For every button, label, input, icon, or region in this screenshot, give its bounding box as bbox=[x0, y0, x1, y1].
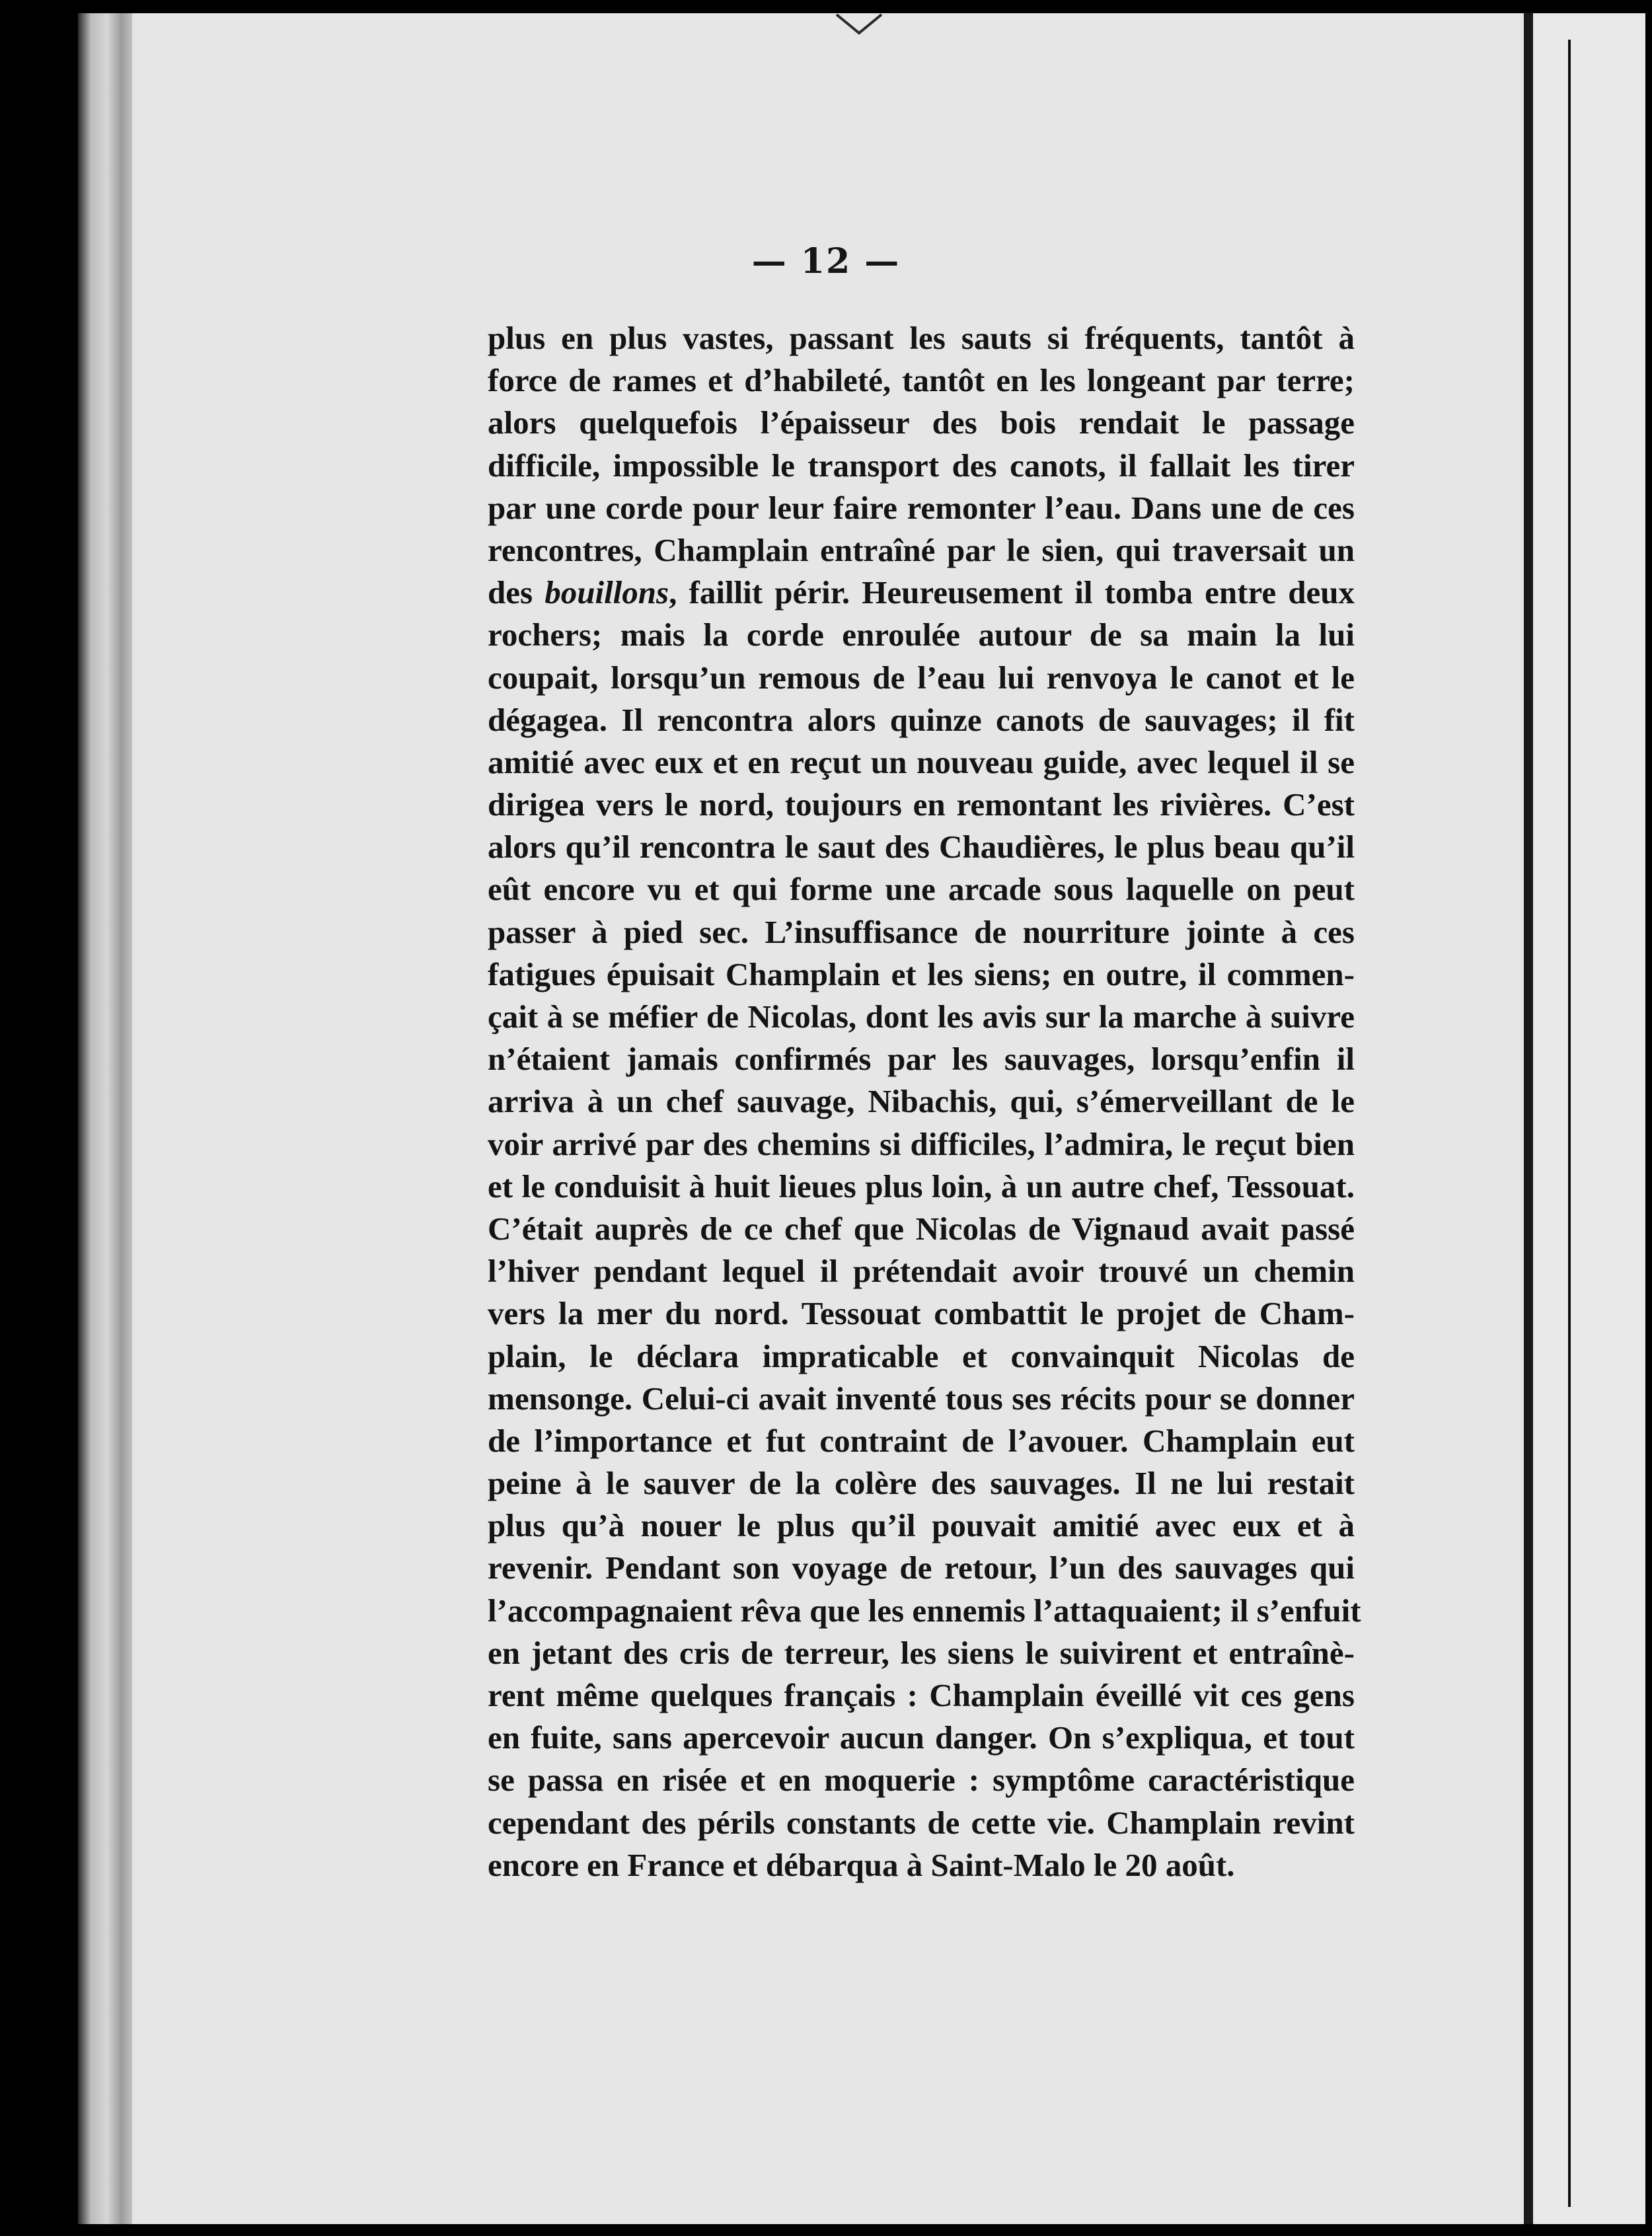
binding-notch-mark bbox=[833, 13, 885, 40]
text-line: alors qu’il rencontra le saut des Chaudières, le plus beau qu’il bbox=[488, 829, 1355, 866]
text-line: l’hiver pendant lequel il prétendait avoir trouvé un chemin bbox=[488, 1253, 1355, 1290]
text-line: rencontres, Champlain entraîné par le sien, qui traversait un bbox=[488, 531, 1355, 568]
text-line: cependant des périls constants de cette vie. Champlain revint bbox=[488, 1804, 1355, 1841]
text-line: passer à pied sec. L’insuffisance de nourriture jointe à ces bbox=[488, 913, 1355, 950]
text-line: des bouillons, faillit périr. Heureusement il tomba entre deux bbox=[488, 574, 1355, 611]
text-line: alors quelquefois l’épaisseur des bois rendait le passage bbox=[488, 404, 1355, 441]
text-line: dégagea. Il rencontra alors quinze canots de sauvages; il fit bbox=[488, 701, 1355, 738]
text-line: coupait, lorsqu’un remous de l’eau lui renvoya le canot et le bbox=[488, 659, 1355, 696]
text-line: fatigues épuisait Champlain et les siens; en outre, il commen- bbox=[488, 955, 1355, 992]
text-line: et le conduisit à huit lieues plus loin, à un autre chef, Tessouat. bbox=[488, 1168, 1355, 1205]
text-line: çait à se méfier de Nicolas, dont les avis sur la marche à suivre bbox=[488, 998, 1355, 1035]
page-number: — 12 — bbox=[751, 241, 901, 281]
text-line: n’étaient jamais confirmés par les sauvages, lorsqu’enfin il bbox=[488, 1041, 1355, 1078]
text-line: mensonge. Celui-ci avait inventé tous ses récits pour se donner bbox=[488, 1380, 1355, 1417]
body-text bbox=[488, 317, 1361, 1886]
text-line: encore en France et débarqua à Saint-Malo le 20 août. bbox=[488, 1846, 1235, 1883]
text-line: en fuite, sans apercevoir aucun danger. On s’expliqua, et tout bbox=[488, 1719, 1355, 1756]
text-line: se passa en risée et en moquerie : symptôme caractéristique bbox=[488, 1762, 1355, 1799]
facing-page-strip bbox=[1533, 13, 1645, 2224]
page-edge bbox=[1524, 13, 1533, 2224]
text-line: force de rames et d’habileté, tantôt en les longeant par terre; bbox=[488, 362, 1355, 399]
text-line: par une corde pour leur faire remonter l’eau. Dans une de ces bbox=[488, 489, 1355, 526]
facing-page-edge-line bbox=[1568, 40, 1571, 2207]
text-line: amitié avec eux et en reçut un nouveau guide, avec lequel il se bbox=[488, 743, 1355, 780]
text-line: voir arrivé par des chemins si difficiles, l’admira, le reçut bien bbox=[488, 1125, 1355, 1162]
text-line: l’accompagnaient rêva que les ennemis l’attaquaient; il s’enfuit bbox=[488, 1592, 1361, 1629]
text-line: dirigea vers le nord, toujours en remontant les rivières. C’est bbox=[488, 786, 1355, 823]
text-line: arriva à un chef sauvage, Nibachis, qui, s’émerveillant de le bbox=[488, 1083, 1355, 1120]
text-line: de l’importance et fut contraint de l’avouer. Champlain eut bbox=[488, 1422, 1355, 1459]
italic-word: bouillons bbox=[544, 574, 669, 611]
text-line: rent même quelques français : Champlain éveillé vit ces gens bbox=[488, 1677, 1355, 1713]
text-line: vers la mer du nord. Tessouat combattit le projet de Cham- bbox=[488, 1295, 1355, 1332]
text-line: en jetant des cris de terreur, les siens le suivirent et entraînè- bbox=[488, 1634, 1355, 1671]
text-line: plus qu’à nouer le plus qu’il pouvait amitié avec eux et à bbox=[488, 1507, 1355, 1544]
text-line: peine à le sauver de la colère des sauvages. Il ne lui restait bbox=[488, 1465, 1355, 1502]
text-line: plus en plus vastes, passant les sauts si fréquents, tantôt à bbox=[488, 320, 1355, 356]
text-line: C’était auprès de ce chef que Nicolas de Vignaud avait passé bbox=[488, 1210, 1355, 1247]
text-line: difficile, impossible le transport des canots, il fallait les tirer bbox=[488, 447, 1355, 484]
text-line: rochers; mais la corde enroulée autour de sa main la lui bbox=[488, 616, 1355, 653]
text-line: plain, le déclara impraticable et convainquit Nicolas de bbox=[488, 1337, 1355, 1374]
text-line: eût encore vu et qui forme une arcade sous laquelle on peut bbox=[488, 871, 1355, 908]
text-line: revenir. Pendant son voyage de retour, l’un des sauvages qui bbox=[488, 1549, 1355, 1586]
